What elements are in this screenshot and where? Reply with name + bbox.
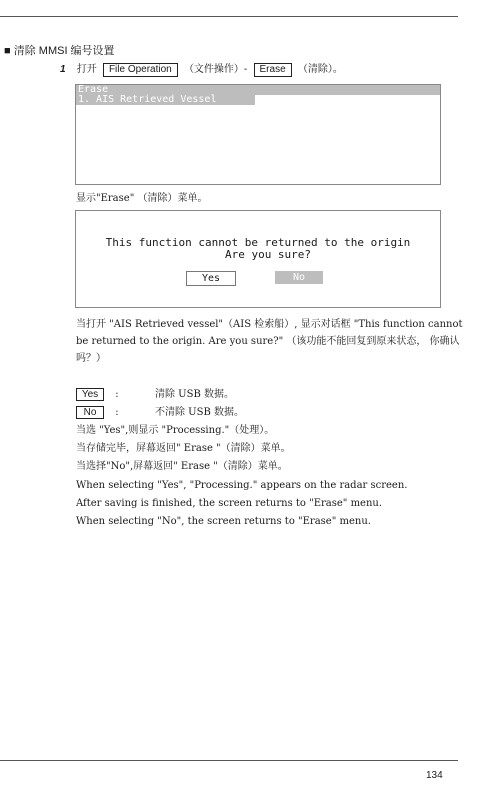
section-marker: ■	[4, 45, 11, 57]
note-line: When selecting "No", the screen returns to "Erase" menu.	[76, 516, 371, 527]
note-line: 当选 "Yes",则显示 "Processing."（处理）。	[76, 425, 275, 436]
yes-key-row	[76, 386, 119, 403]
step-suffix: （清除）。	[297, 64, 343, 75]
note-line: 当存储完毕，屏幕返回" Erase "（清除）菜单。	[76, 443, 291, 454]
erase-menu-item-ais-retrieved-vessel[interactable]: 1. AIS Retrieved Vessel	[76, 95, 255, 105]
page-number: 134	[426, 770, 443, 781]
footer-rule	[0, 760, 458, 761]
dialog-yes-button[interactable]: Yes	[186, 271, 236, 286]
yes-key-colon: :	[115, 389, 119, 400]
file-operation-key: File Operation	[103, 63, 178, 77]
no-key-row	[76, 404, 119, 421]
dialog-no-button[interactable]: No	[275, 271, 323, 284]
dialog-message-line2: Are you sure?	[224, 248, 312, 261]
step-number: 1	[60, 64, 66, 75]
note-line: When selecting "Yes", "Processing." appears on the radar screen.	[76, 480, 408, 491]
erase-menu-screen	[75, 84, 441, 185]
no-key-colon: :	[115, 407, 119, 418]
erase-menu-title: Erase	[76, 85, 440, 95]
para-line3: 吗？）	[76, 353, 106, 364]
dialog-message-line1: This function cannot be returned to the origin	[105, 236, 411, 249]
note-line: 当选择"No",屏幕返回" Erase "（清除）菜单。	[76, 461, 288, 472]
step-middle: （文件操作）-	[183, 64, 248, 75]
step-1	[60, 61, 343, 78]
confirm-dialog	[75, 210, 441, 308]
para-line2: be returned to the origin. Are you sure?" （该功能不能回复到原来状态， 你确认	[76, 336, 460, 347]
header-rule	[0, 16, 458, 17]
yes-key-desc: 清除 USB 数据。	[155, 389, 234, 400]
no-key-desc: 不清除 USB 数据。	[155, 407, 244, 418]
para-line1: 当打开 "AIS Retrieved vessel"（AIS 检索船）, 显示对话框 "This function cannot	[76, 319, 463, 330]
yes-key: Yes	[76, 388, 104, 401]
note-line: After saving is finished, the screen returns to "Erase" menu.	[76, 498, 383, 509]
section-title: 清除 MMSI 编号设置	[13, 45, 115, 57]
step-prefix: 打开	[76, 64, 97, 75]
section-heading	[4, 42, 115, 58]
erase-key: Erase	[254, 63, 292, 77]
caption-erase-menu: 显示"Erase" （清除）菜单。	[76, 193, 208, 204]
no-key: No	[76, 406, 104, 419]
